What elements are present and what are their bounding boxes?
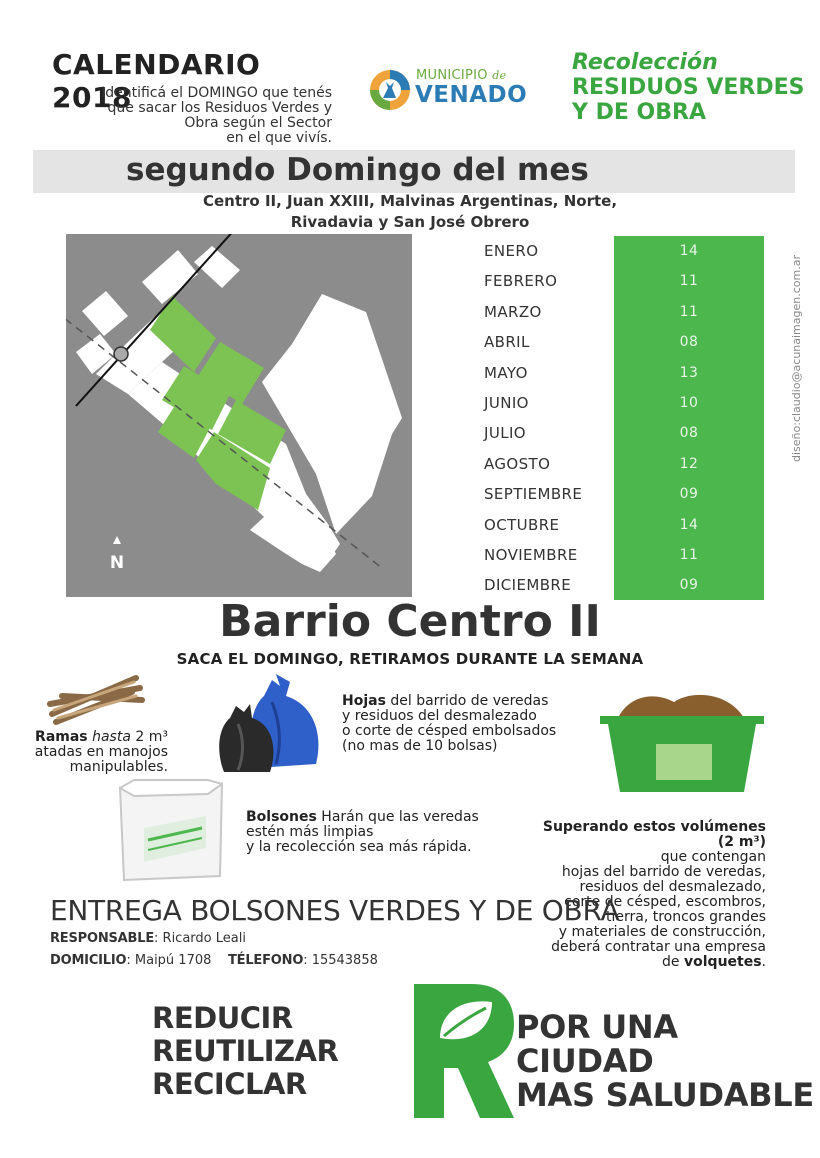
residuos-line-2: Y DE OBRA: [572, 100, 706, 125]
month-label: SEPTIEMBRE: [484, 485, 583, 504]
month-label: ENERO: [484, 242, 539, 260]
logo-municipio-text: MUNICIPIO de: [416, 68, 507, 83]
day-value: 10: [679, 394, 699, 411]
banner-title: segundo Domingo del mes: [126, 152, 589, 188]
rrr-item: REUTILIZAR: [152, 1034, 339, 1068]
telefono-row: TÉLEFONO: 15543858: [228, 953, 378, 968]
rrr-item: RECICLAR: [152, 1067, 307, 1101]
superando-line: corte de césped, escombros,: [564, 894, 766, 910]
hojas-line: (no mas de 10 bolsas): [342, 738, 498, 754]
slogan-line: POR UNA CIUDAD: [516, 1008, 678, 1080]
month-label: OCTUBRE: [484, 515, 560, 534]
ramas-line: Ramas hasta 2 m³: [35, 729, 168, 745]
hojas-line: y residuos del desmalezado: [342, 708, 537, 724]
bags-icon: [216, 672, 326, 776]
intro-line: que sacar los Residuos Verdes y: [107, 100, 332, 116]
month-label: FEBRERO: [484, 272, 558, 291]
bolsones-text: [246, 810, 506, 855]
dumpster-icon: [600, 688, 764, 794]
superando-line: deberá contratar una empresa: [551, 939, 766, 955]
calendar-title: CALENDARIO 2018: [52, 48, 261, 114]
hojas-text: [342, 694, 602, 754]
recoleccion-heading: [572, 50, 812, 125]
municipio-logo: [368, 66, 538, 116]
intro-line: Obra según el Sector: [184, 115, 332, 131]
superando-line: hojas del barrido de veredas,: [561, 864, 766, 880]
branches-icon: [46, 664, 146, 728]
day-value: 09: [679, 486, 699, 503]
bolsones-line: estén más limpias: [246, 824, 374, 840]
hojas-line: Hojas del barrido de veredas: [342, 693, 549, 709]
logo-venado-text: VENADO: [415, 82, 528, 108]
north-label: N: [109, 553, 125, 573]
superando-qty: (2 m³): [717, 834, 766, 850]
recoleccion-label: Recolección: [572, 50, 718, 75]
intro-line: en el que vivís.: [226, 130, 332, 146]
intro-text: [40, 86, 332, 146]
day-value: 11: [679, 273, 699, 290]
month-label: MAYO: [484, 363, 528, 382]
day-value: 14: [679, 516, 699, 533]
sectors-line: Rivadavia y San José Obrero: [290, 213, 530, 231]
ramas-text: [20, 730, 168, 775]
r-leaf-logo-icon: [410, 984, 514, 1118]
residuos-line-1: RESIDUOS VERDES: [572, 75, 805, 100]
months-column: [484, 240, 614, 605]
month-label: NOVIEMBRE: [484, 545, 578, 564]
day-value: 13: [679, 364, 699, 381]
domicilio-row: DOMICILIO: Maipú 1708: [50, 953, 212, 968]
bolsones-line: y la recolección sea más rápida.: [246, 839, 472, 855]
slogan-line: MAS SALUDABLE: [516, 1076, 814, 1114]
day-value: 08: [679, 334, 699, 351]
day-value: 09: [679, 577, 699, 594]
rrr-list: [152, 1002, 338, 1101]
day-value: 08: [679, 425, 699, 442]
intro-line: Identificá el DOMINGO que tenés: [101, 85, 332, 101]
design-credit-text: diseño:claudio@acunaimagen.com.ar: [790, 255, 803, 462]
saca-subtitle: SACA EL DOMINGO, RETIRAMOS DURANTE LA SEMANA: [176, 650, 644, 668]
day-value: 12: [679, 455, 699, 472]
bulk-bag-icon: [110, 778, 232, 886]
sectors-list: [200, 191, 620, 233]
month-label: MARZO: [484, 302, 542, 321]
superando-line: de volquetes.: [662, 954, 766, 970]
entrega-title: ENTREGA BOLSONES VERDES Y DE OBRA: [50, 894, 620, 927]
month-label: AGOSTO: [484, 454, 551, 473]
day-value: 11: [679, 303, 699, 320]
month-label: DICIEMBRE: [484, 576, 572, 595]
bolsones-line: Bolsones Harán que las veredas: [246, 809, 479, 825]
ramas-line: atadas en manojos: [34, 744, 168, 760]
superando-title: Superando estos volúmenes: [542, 819, 766, 835]
slogan: [516, 1010, 820, 1112]
design-credit: [790, 236, 804, 462]
sector-map: [66, 234, 412, 597]
month-label: ABRIL: [484, 333, 530, 352]
superando-line: que contengan: [660, 849, 766, 865]
superando-line: residuos del desmalezado,: [579, 879, 766, 895]
month-label: JUNIO: [484, 393, 529, 412]
rrr-item: REDUCIR: [152, 1001, 293, 1035]
ramas-line: manipulables.: [69, 759, 168, 775]
day-value: 14: [679, 243, 699, 259]
day-value: 11: [679, 546, 699, 563]
days-column: [614, 236, 764, 600]
deer-icon: [368, 68, 412, 112]
superando-line: tierra, troncos grandes: [605, 909, 766, 925]
sectors-line: Centro II, Juan XXIII, Malvinas Argentinas, Norte,: [202, 192, 618, 210]
superando-line: y materiales de construcción,: [558, 924, 766, 940]
plaza-marker: [114, 347, 128, 361]
month-label: JULIO: [484, 424, 526, 443]
barrio-title: Barrio Centro II: [219, 596, 601, 647]
responsable-row: RESPONSABLE: Ricardo Leali: [50, 931, 246, 946]
hojas-line: o corte de césped embolsados: [342, 723, 557, 739]
